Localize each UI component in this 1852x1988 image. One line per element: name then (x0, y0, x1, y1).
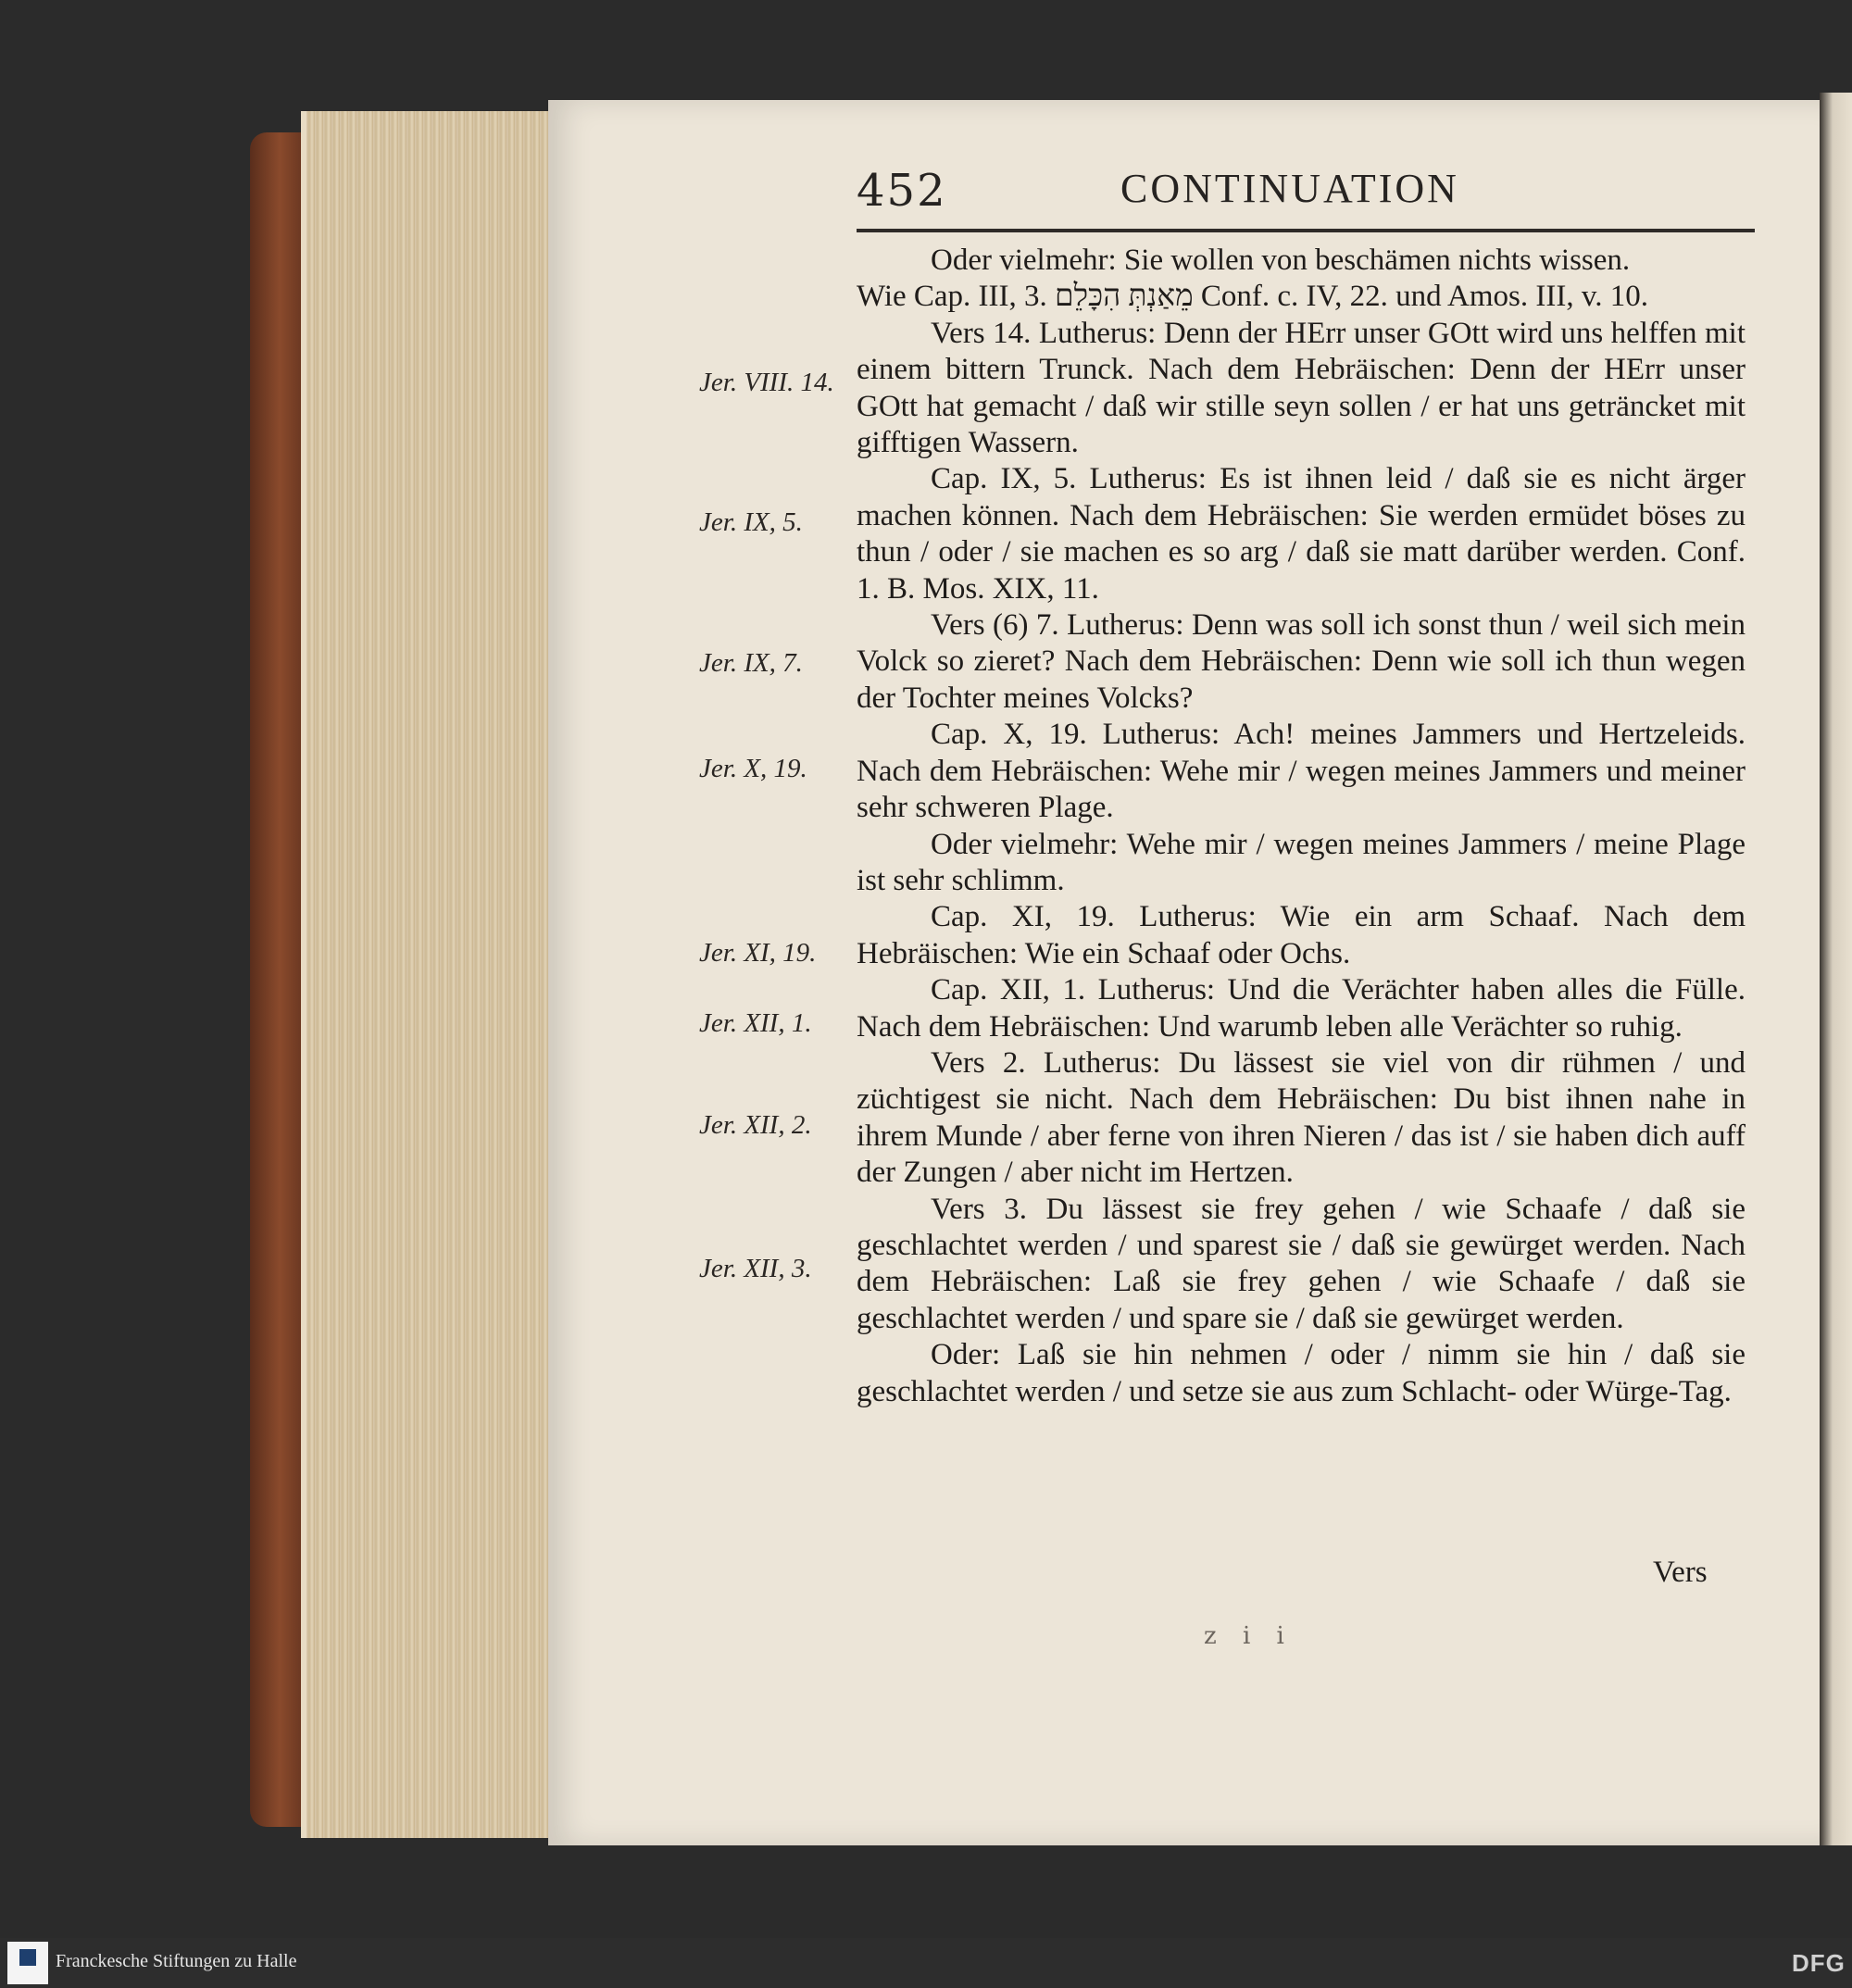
paragraph (857, 279, 1746, 315)
signature-mark: z i i (1204, 1622, 1294, 1650)
facing-page-edge (1820, 93, 1852, 1845)
paragraph: Cap. XI, 19. Lutherus: Wie ein arm Schaaf. Nach dem Hebräischen: Wie ein Schaaf oder Ochs. (857, 900, 1746, 970)
building-icon (19, 1949, 36, 1966)
paragraph: Oder: Laß sie hin nehmen / oder / nimm sie hin / daß sie geschlachtet werden / und setze sie aus zum Schlacht- oder Würge-Tag. (857, 1338, 1746, 1408)
paragraph: Vers 3. Du lässest sie frey gehen / wie Schaafe / daß sie geschlachtet werden / und sparest sie / daß sie gewürget werden. Nach dem Hebräischen: Laß sie frey gehen / wie Schaafe / daß sie geschlachtet werden / und spare sie / daß sie gewürget werden. (857, 1192, 1746, 1335)
institution-name[interactable]: Franckesche Stiftungen zu Halle (56, 1951, 297, 1971)
dfg-logo[interactable]: DFG (1792, 1949, 1846, 1977)
margin-note: Jer. XII, 3. (699, 1254, 812, 1283)
paragraph: Cap. XII, 1. Lutherus: Und die Verächter haben alles die Fülle. Nach dem Hebräischen: Und warumb leben alle Verächter so ruhig. (857, 973, 1746, 1044)
paragraph: Vers 2. Lutherus: Du lässest sie viel von dir rühmen / und züchtigest sie nicht. Nach dem Hebräischen: Du bist ihnen nahe in ihrem Munde / aber ferne von ihren Nieren / das ist / sie haben dich auff der Zungen / aber nicht im Hertzen. (857, 1045, 1746, 1190)
paragraph: Oder vielmehr: Wehe mir / wegen meines Jammers / meine Plage ist sehr schlimm. (857, 827, 1746, 897)
running-title: CONTINUATION (1120, 166, 1459, 211)
paragraph: Cap. IX, 5. Lutherus: Es ist ihnen leid / daß sie es nicht ärger machen können. Nach dem Hebräischen: Sie werden ermüdet böses zu thun / oder / sie machen es so arg / daß sie matt darüber werden. Conf. 1. B. Mos. XIX, 11. (857, 462, 1746, 606)
paragraph: Vers (6) 7. Lutherus: Denn was soll ich sonst thun / weil sich mein Volck so zieret? Nach dem Hebräischen: Denn wie soll ich thun wegen der Tochter meines Volcks? (857, 608, 1746, 715)
hebrew-quote: מֵאַנְתְּ הִכָּלֵם (1055, 280, 1194, 314)
header-rule (857, 229, 1755, 232)
margin-note: Jer. X, 19. (699, 754, 807, 783)
catchword: Vers (1653, 1556, 1708, 1589)
paragraph: Vers 14. Lutherus: Denn der HErr unser GOtt wird uns helffen mit einem bittern Trunck. Nach dem Hebräischen: Denn der HErr unser GOtt hat gemacht / daß wir stille seyn sollen / er hat uns geträncket mit gifftigen Wassern. (857, 316, 1746, 460)
margin-note: Jer. IX, 5. (699, 507, 803, 537)
margin-note: Jer. XII, 2. (699, 1110, 812, 1140)
main-text (857, 243, 1746, 1410)
footer-bar (0, 1938, 1852, 1988)
margin-note: Jer. VIII. 14. (699, 368, 834, 397)
paragraph: Cap. X, 19. Lutherus: Ach! meines Jammers und Hertzeleids. Nach dem Hebräischen: Wehe mir / wegen meines Jammers und meiner sehr schweren Plage. (857, 718, 1746, 825)
margin-note: Jer. XI, 19. (699, 938, 817, 968)
paragraph-tail: Conf. c. IV, 22. und Amos. III, v. 10. (1200, 280, 1648, 314)
page-number: 452 (857, 165, 947, 217)
institution-logo[interactable] (7, 1942, 48, 1984)
margin-note: Jer. XII, 1. (699, 1008, 812, 1038)
margin-note: Jer. IX, 7. (699, 648, 803, 678)
paragraph: Oder vielmehr: Sie wollen von beschämen nichts wissen. (931, 244, 1631, 277)
page-edges (301, 111, 561, 1838)
paragraph-lead: Wie Cap. III, 3. (857, 280, 1047, 314)
